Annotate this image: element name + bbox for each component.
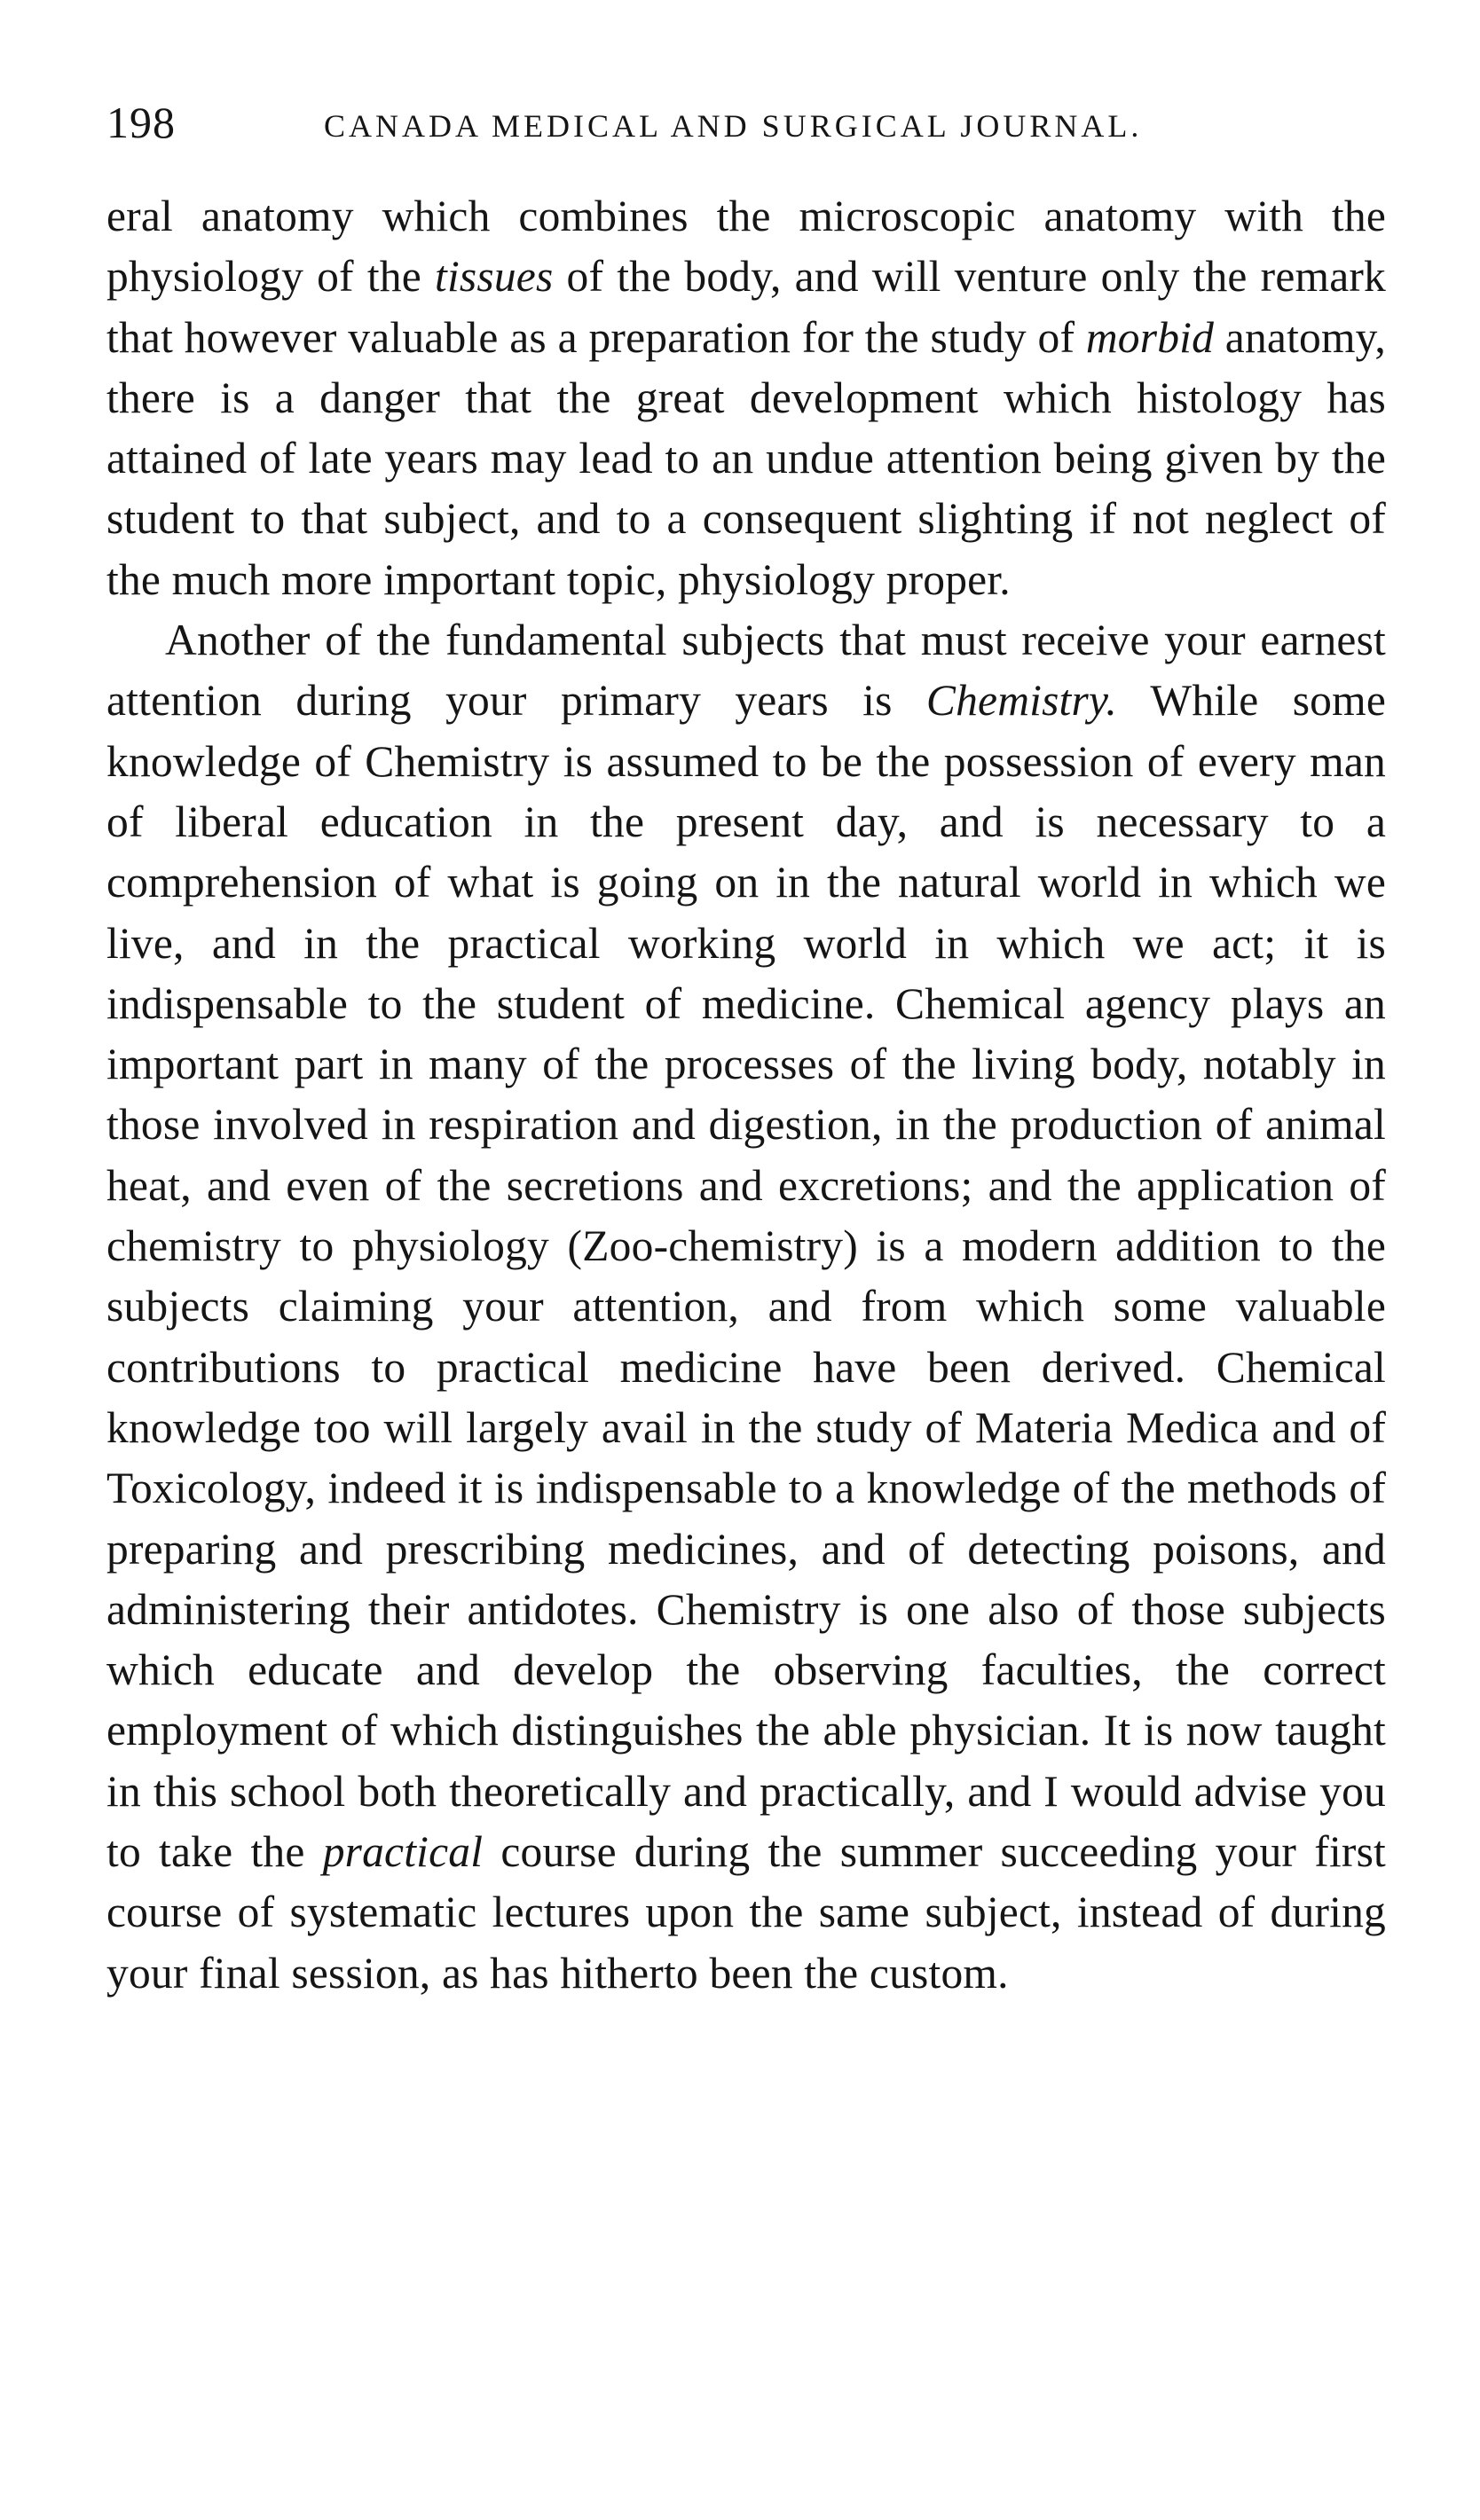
paragraph-text: course during the summer succeeding your first course of systematic lectures upon the same subject, instead of during your final session, as has hitherto been the custom. — [106, 1827, 1387, 1998]
paragraph-text: anatomy, there is a danger that the great development which histology has attained of late years may lead to an undue attention being given by the student to that subject, and to a consequent slighting if not neglect of the much more important topic, physiology proper. — [106, 312, 1386, 604]
page-number: 198 — [106, 98, 176, 147]
italic-term-chemistry: Chemistry. — [925, 676, 1117, 726]
italic-term-tissues: tissues — [435, 252, 554, 302]
paragraph-text: Another of the fundamental subjects that must receive your earnest attention during your primary years is — [106, 616, 1386, 726]
paragraph-text: While some knowledge of Chemistry is assumed to be the possession of every man of liberal education in the present day, and is necessary to a comprehension of what is going on in the natural world in which we live, and in the practical working world in which we act; it is indispensable to the student of medicine. Chemical agency plays an important part in many of the processes of the living body, notably in those involved in respiration and digestion, in the production of animal heat, and even of the secretions and excretions; and the application of chemistry to physiology (Zoo-chemistry) is a modern addition to the subjects claiming your attention, and from which some valuable contributions to practical medicine have been derived. Chemical knowledge too will largely avail in the study of Materia Medica and of Toxicology, indeed it is indispensable to a knowledge of the methods of preparing and prescribing medicines, and of detecting poisons, and administering their antidotes. Chemistry is one also of those subjects which educate and develop the observing faculties, the correct employment of which distinguishes the able physician. It is now taught in this school both theoretically and practically, and I would advise you to take the — [106, 676, 1386, 1877]
paragraph-chemistry — [106, 610, 1386, 2004]
italic-term-morbid: morbid — [1085, 312, 1215, 362]
running-head — [106, 96, 1402, 149]
journal-title: CANADA MEDICAL AND SURGICAL JOURNAL. — [324, 108, 1143, 144]
paragraph-text: eral anatomy which combines the microscopic anatomy with the physiology of the — [106, 192, 1386, 302]
italic-term-practical: practical — [322, 1827, 484, 1877]
body-text — [106, 186, 1386, 2004]
paragraph-histology — [106, 186, 1386, 610]
paragraph-text: of the body, and will venture only the remark that however valuable as a preparation for the study of — [106, 252, 1387, 362]
